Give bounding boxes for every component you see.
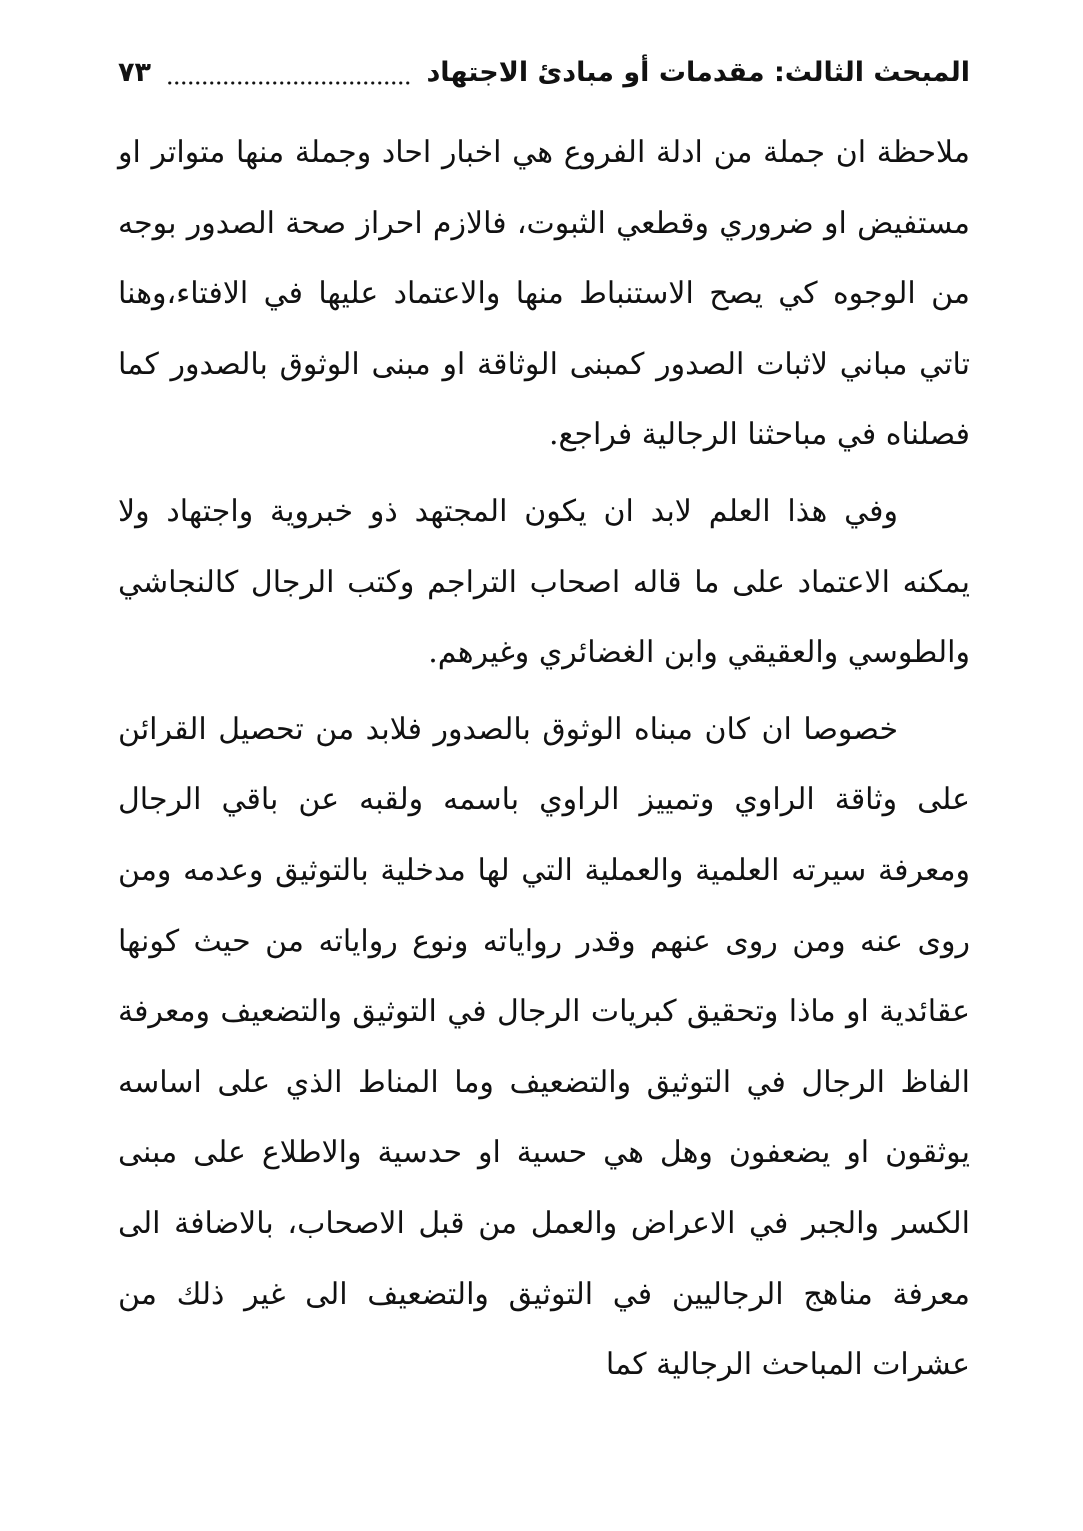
paragraph-3: خصوصا ان كان مبناه الوثوق بالصدور فلابد من تحصيل القرائن على وثاقة الراوي وتمييز الراوي باسمه ولقبه عن باقي الرجال ومعرفة سيرته العلمية والعملية التي لها مدخلية بالتوثيق وعدمه ومن روى عنه ومن روى عنهم وقدر رواياته ونوع رواياته من حيث كونها عقائدية او ماذا وتحقيق كبريات الرجال في التوثيق والتضعيف ومعرفة الفاظ الرجال في التوثيق والتضعيف وما المناط الذي على اساسه يوثقون او يضعفون وهل هي حسية او حدسية والاطلاع على مبنى الكسر والجبر في الاعراض والعمل من قبل الاصحاب، بالاضافة الى معرفة مناهج الرجاليين في التوثيق والتضعيف الى غير ذلك من عشرات المباحث الرجالية كما (118, 711, 971, 1383)
document-page (118, 50, 970, 1490)
dot-leader (165, 79, 412, 87)
paragraph-1: ملاحظة ان جملة من ادلة الفروع هي اخبار احاد وجملة منها متواتر او مستفيض او ضروري وقطعي الثبوت، فالازم احراز صحة الصدور بوجه من الوجوه كي يصح الاستنباط منها والاعتماد عليها في الافتاء،وهنا تاتي مباني لاثبات الصدور كمبنى الوثاقة او مبنى الوثوق بالصدور كما فصلناه في مباحثنا الرجالية فراجع. (118, 135, 970, 453)
page-number: ٧٣ (118, 57, 151, 88)
body-text (118, 118, 970, 1401)
running-header (118, 50, 970, 96)
paragraph-2: وفي هذا العلم لابد ان يكون المجتهد ذو خبروية واجتهاد ولا يمكنه الاعتماد على ما قاله اصحاب التراجم وكتب الرجال كالنجاشي والطوسي والعقيقي وابن الغضائري وغيرهم. (118, 493, 970, 671)
section-title: المبحث الثالث: مقدمات أو مبادئ الاجتهاد (426, 57, 970, 88)
